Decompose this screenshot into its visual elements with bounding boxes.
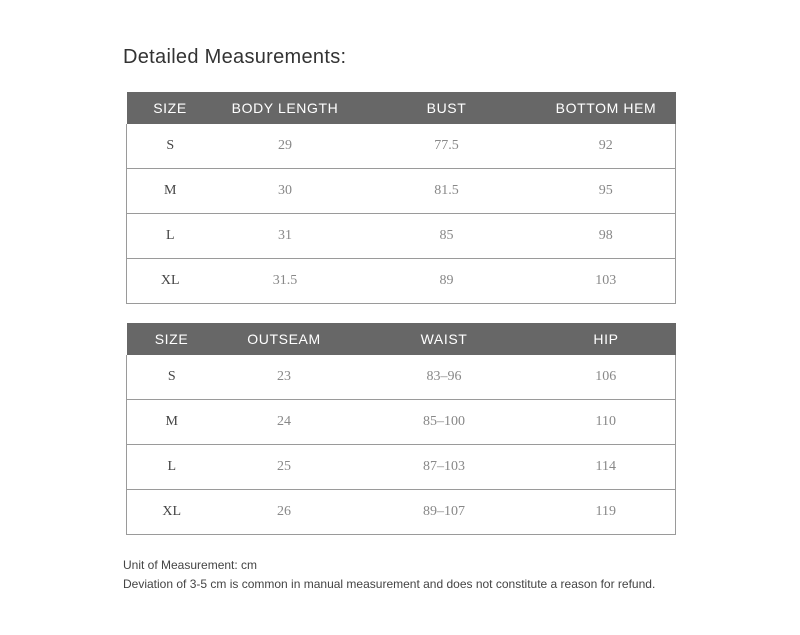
size-cell: L xyxy=(127,214,214,259)
outseam-cell: 24 xyxy=(217,400,352,445)
table-row xyxy=(127,355,676,400)
column-header-bust: BUST xyxy=(426,100,467,116)
waist-cell: 83–96 xyxy=(426,369,462,384)
measurement-notes xyxy=(123,556,655,593)
table-header-row xyxy=(127,323,676,355)
hip-cell: 110 xyxy=(537,400,676,445)
bottom-hem-cell: 92 xyxy=(598,138,613,153)
hip-cell: 114 xyxy=(537,445,676,490)
bust-cell: 85 xyxy=(357,214,537,259)
table-row xyxy=(127,169,676,214)
size-cell: M xyxy=(127,400,217,445)
size-cell: L xyxy=(127,445,217,490)
body-length-cell: 31 xyxy=(214,214,357,259)
table-row xyxy=(127,214,676,259)
outseam-cell: 26 xyxy=(217,490,352,535)
page-title: Detailed Measurements: xyxy=(123,46,347,68)
bust-cell: 81.5 xyxy=(357,169,537,214)
column-header-hip: HIP xyxy=(593,331,619,347)
unit-note: Unit of Measurement: cm xyxy=(123,558,258,572)
hip-cell: 119 xyxy=(537,490,676,535)
column-header-waist: WAIST xyxy=(420,331,468,347)
body-length-cell: 31.5 xyxy=(214,259,357,304)
size-cell: S xyxy=(166,138,175,153)
bottom-hem-cell: 95 xyxy=(537,169,676,214)
table-row xyxy=(127,259,676,304)
bottom-hem-cell: 98 xyxy=(537,214,676,259)
bust-cell: 89 xyxy=(357,259,537,304)
table-header-row xyxy=(127,92,676,124)
hip-cell: 106 xyxy=(595,369,617,384)
column-header-size: SIZE xyxy=(154,331,189,347)
outseam-cell: 25 xyxy=(217,445,352,490)
size-cell: M xyxy=(127,169,214,214)
body-length-cell: 29 xyxy=(278,138,292,153)
outseam-cell: 23 xyxy=(277,369,291,384)
body-measurements-table xyxy=(126,92,676,304)
column-header-size: SIZE xyxy=(153,100,187,116)
size-cell: XL xyxy=(127,490,217,535)
body-length-cell: 30 xyxy=(214,169,357,214)
table-row xyxy=(127,124,676,169)
size-cell: S xyxy=(167,369,176,384)
column-header-bottom-hem: BOTTOM HEM xyxy=(555,100,657,116)
column-header-body-length: BODY LENGTH xyxy=(231,100,339,116)
lower-measurements-table xyxy=(126,323,676,535)
table-row xyxy=(127,445,676,490)
table-row xyxy=(127,490,676,535)
bottom-hem-cell: 103 xyxy=(537,259,676,304)
size-cell: XL xyxy=(127,259,214,304)
deviation-note: Deviation of 3-5 cm is common in manual measurement and does not constitute a reason for refund. xyxy=(123,576,656,591)
bust-cell: 77.5 xyxy=(434,138,459,153)
waist-cell: 87–103 xyxy=(352,445,537,490)
table-row xyxy=(127,400,676,445)
waist-cell: 85–100 xyxy=(352,400,537,445)
waist-cell: 89–107 xyxy=(352,490,537,535)
column-header-outseam: OUTSEAM xyxy=(247,331,321,347)
